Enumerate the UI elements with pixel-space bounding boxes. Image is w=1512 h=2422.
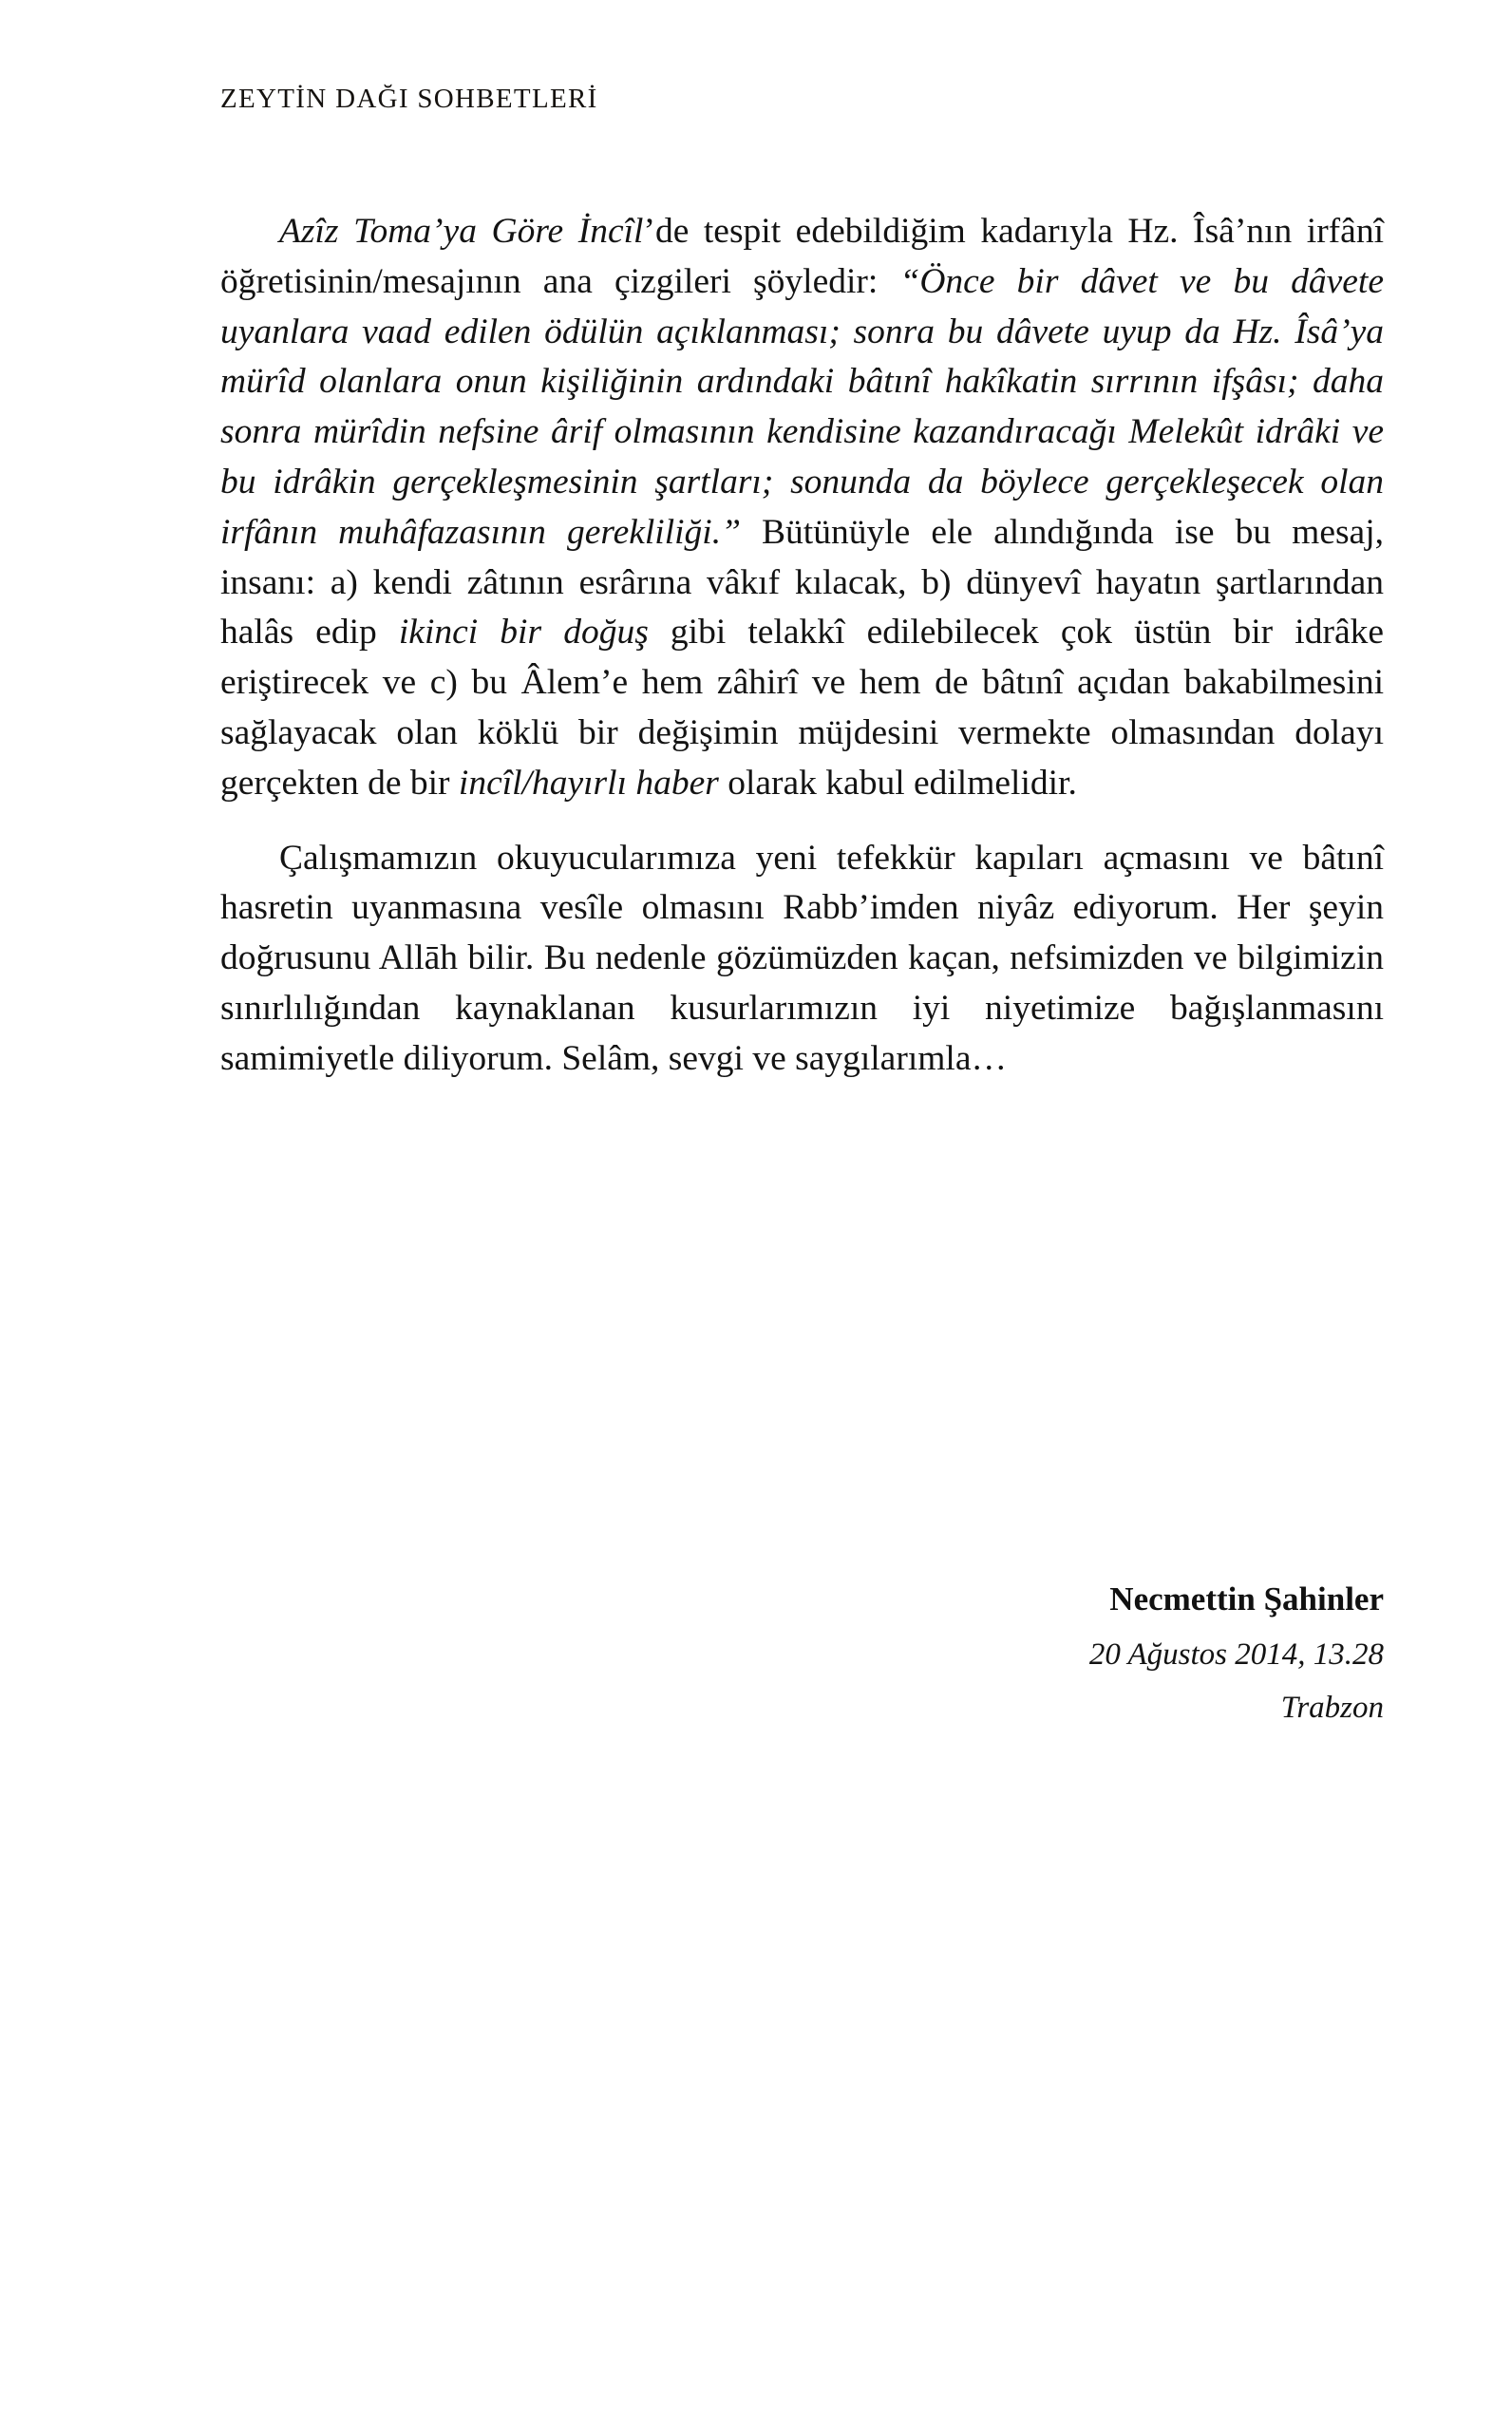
signature-date: 20 Ağustos 2014, 13.28 (1088, 1637, 1384, 1672)
italic-run: Azîz Toma’ya Göre İncîl (279, 212, 644, 251)
roman-run: Çalışmamızın okuyucularımıza yeni tefekkür kapıları açmasını ve bâtınî hasretin uyanmasına vesîle olmasını Rabb’imden niyâz ediyorum. Her şeyin doğrusunu Allāh bilir. Bu nedenle gözümüzden kaçan, nefsimizden ve bilgimizin sınırlılığından kaynaklanan kusurlarımızın iyi niyetimize bağışlanmasını samimiyetle diliyorum. Selâm, sevgi ve saygılarımla… (220, 838, 1384, 1078)
signature-city: Trabzon (1280, 1691, 1384, 1725)
body-text-column (220, 207, 1384, 1085)
running-header: ZEYTİN DAĞI SOHBETLERİ (220, 84, 598, 114)
roman-run: Bütünüyle ele alındığında ise bu mesaj, insanı: a) kendi zâtının esrârına vâkıf kılacak, b) dünyevî hayatın şartlarından halâs edip (220, 512, 1384, 653)
signature-block (220, 1575, 1384, 1732)
author-name: Necmettin Şahinler (1109, 1580, 1384, 1618)
roman-run: ’de tespit edebildiğim kadarıyla Hz. Îsâ’nın irfânî öğretisinin/mesajının ana çizgileri şöyledir: (220, 212, 1384, 301)
italic-run: “Önce bir dâvet ve bu dâvete uyanlara vaad edilen ödülün açıklanması; sonra bu dâvete uyup da Hz. Îsâ’ya mürîd olanlara onun kişiliğinin ardındaki bâtınî hakîkatin sırrının ifşâsı; daha sonra mürîdin nefsine ârif olmasının kendisine kazandıracağı Melekût idrâki ve bu idrâkin gerçekleşmesinin şartları; sonunda da böylece gerçekleşecek olan irfânın muhâfazasının gerekliliği.” (220, 261, 1384, 552)
roman-run: olarak kabul edilmelidir. (718, 763, 1077, 803)
roman-run: gibi telakkî edilebilecek çok üstün bir idrâke eriştirecek ve c) bu Âlem’e hem zâhirî ve hem de bâtınî açıdan bakabilmesini sağlayacak olan köklü bir değişimin müjdesini vermekte olmasından dolayı gerçekten de bir (220, 613, 1384, 803)
paragraph-1 (220, 207, 1384, 809)
italic-run: ikinci bir doğuş (398, 613, 649, 653)
paragraph-2 (220, 834, 1384, 1085)
italic-run: incîl/hayırlı haber (458, 763, 719, 803)
